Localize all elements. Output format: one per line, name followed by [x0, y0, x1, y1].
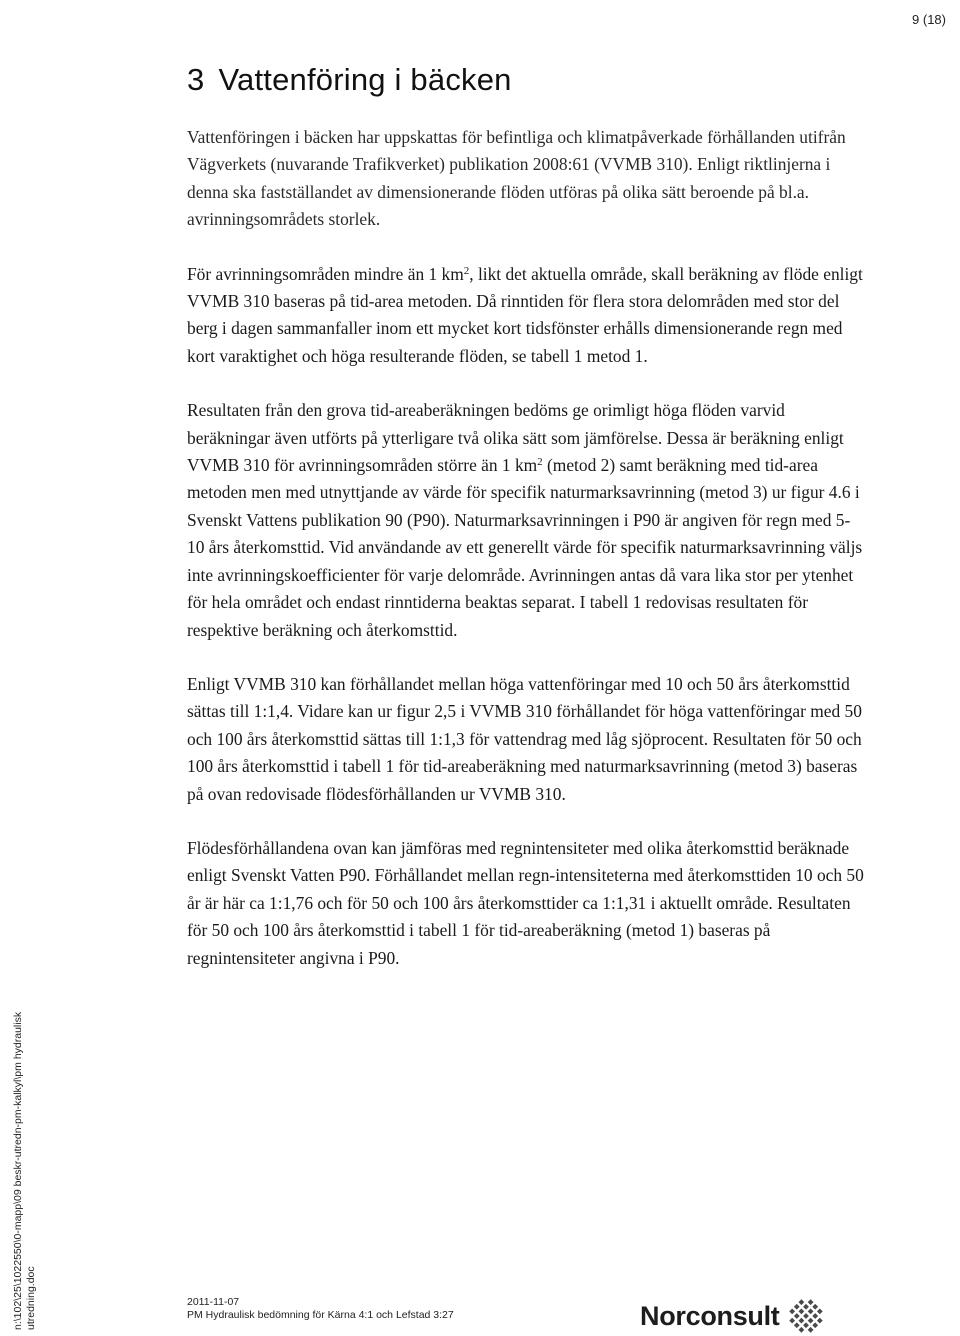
paragraph-3: [187, 397, 867, 644]
file-path-line-1: n:\102\25\1022550\0-mapp\09 beskr-utredn-pm-kalkyl\pm hydraulisk: [12, 1011, 24, 1330]
paragraph-4: Enligt VVMB 310 kan förhållandet mellan höga vattenföringar med 10 och 50 års återkomsttid sättas till 1:1,4. Vidare kan ur figur 2,5 i VVMB 310 förhållandet för höga vattenföringar med 50 och 100 års återkomsttid sättas till 1:1,3 för vattendrag med låg sjöprocent. Resultaten för 50 och 100 års återkomsttid i tabell 1 för tid-areaberäkning med naturmarksavrinning (metod 3) baseras på ovan redovisade flödesförhållanden ur VVMB 310.: [187, 673, 862, 804]
logo-wordmark: Norconsult: [640, 1300, 780, 1331]
paragraph-2-text-b: , likt det aktuella område, skall beräkning av flöde enligt VVMB 310 baseras på tid-area metoden. Då rinntiden för flera stora delområden med stor del berg i dagen sammanfaller inom ett mycket kort tidsfönster erhålls dimensionerande regn med kort varaktighet och höga resulterande flöden, se tabell 1 metod 1.: [187, 263, 863, 366]
superscript: 2: [537, 456, 543, 469]
section-title: Vattenföring i bäcken: [218, 62, 512, 97]
section-heading: [187, 62, 512, 98]
paragraph-2: [187, 261, 867, 371]
superscript: 2: [463, 264, 470, 277]
paragraph-3-text-a: Resultaten från den grova tid-areaberäkningen bedöms ge orimligt höga flöden varvid beräkningar även utförts på ytterligare två olika sätt som jämförelse. Dessa är beräkning enligt VVMB 310 för avrinningsområden större än 1 km: [187, 400, 844, 476]
paragraph-1: Vattenföringen i bäcken har uppskattas för befintliga och klimatpåverkade förhållanden utifrån Vägverkets (nuvarande Trafikverket) publikation 2008:61 (VVMB 310). Enligt riktlinjerna i denna ska fastställandet av dimensionerande flöden utföras på olika sätt beroende på bl.a. avrinningsområdets storlek.: [187, 127, 846, 230]
paragraph-5: Flödesförhållandena ovan kan jämföras med regnintensiteter med olika återkomsttid beräknade enligt Svenskt Vatten P90. Förhållandet mellan regn-intensiteterna med återkomsttiden 10 och 50 år är här ca 1:1,76 och för 50 och 100 års återkomsttider ca 1:1,31 i aktuellt område. Resultaten för 50 och 100 års återkomsttid i tabell 1 för tid-areaberäkning (metod 1) baseras på regnintensiteter angivna i P90.: [187, 837, 864, 968]
body-text: [187, 124, 867, 999]
footer-doc-title: PM Hydraulisk bedömning för Kärna 4:1 och Lefstad 3:27: [187, 1309, 454, 1321]
section-number: 3: [187, 62, 205, 97]
footer: [187, 1296, 454, 1322]
paragraph-2-text-a: För avrinningsområden mindre än 1 km: [187, 263, 464, 284]
footer-date: 2011-11-07: [187, 1296, 240, 1308]
file-path-line-2: utredning.doc: [25, 1266, 37, 1330]
paragraph-3-text-b: (metod 2) samt beräkning med tid-area metoden men med utnyttjande av värde för specifik naturmarksavrinning (metod 3) ur figur 4.6 i Svenskt Vattens publikation 90 (P90). Naturmarksavrinningen i P90 är angiven för regn med 5-10 års återkomsttid. Vid användande av ett generellt värde för specifik naturmarksavrinning väljs inte avrinningskoefficienter för varje delområde. Avrinningen antas då vara lika stor per ytenhet för hela området och endast rinntiderna beaktas separat. I tabell 1 redovisas resultaten för respektive beräkning och återkomsttid.: [187, 455, 863, 640]
sidebar-file-path: [0, 0, 60, 1334]
page-number: 9 (18): [912, 12, 946, 27]
norconsult-logo: [640, 1296, 826, 1336]
diamond-grid-logo-icon: [786, 1296, 826, 1336]
